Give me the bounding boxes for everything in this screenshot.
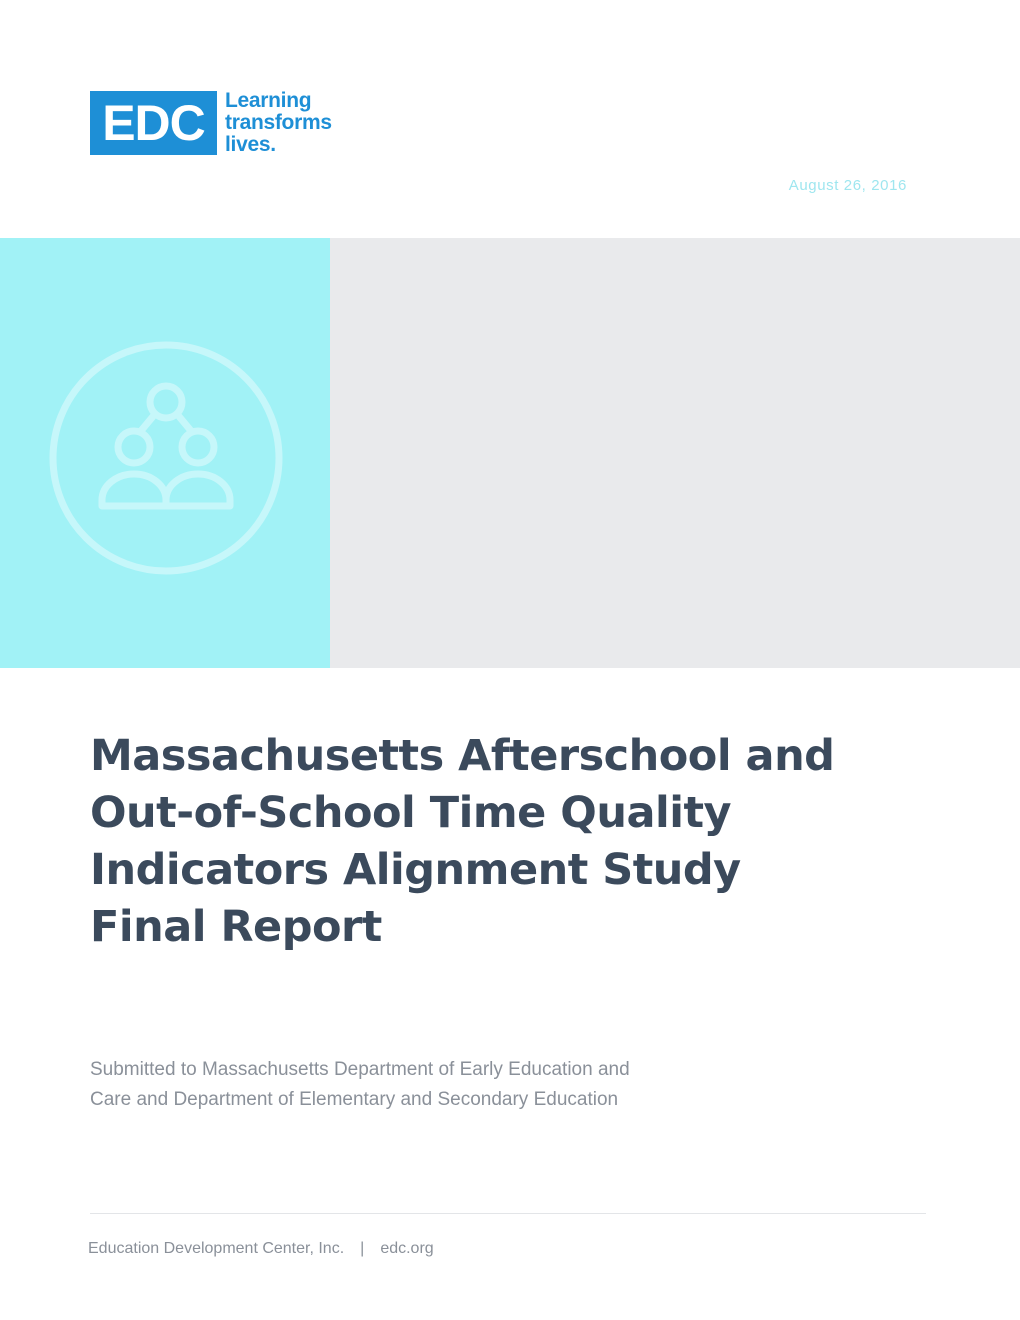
report-subtitle [90, 1055, 790, 1115]
report-title-line: Massachusetts Afterschool and [90, 731, 835, 781]
people-group-icon [48, 340, 284, 576]
tagline-line: transforms [225, 111, 332, 134]
report-title [90, 728, 850, 956]
footer-website: edc.org [380, 1240, 434, 1257]
footer-separator: | [360, 1240, 365, 1257]
report-subtitle-line: Submitted to Massachusetts Department of Early Education and [90, 1059, 630, 1080]
edc-logo-mark [90, 91, 217, 155]
edc-logo [90, 90, 332, 156]
report-title-line: Indicators Alignment Study [90, 845, 741, 895]
footer-organization: Education Development Center, Inc. [88, 1240, 345, 1257]
report-title-line: Final Report [90, 902, 382, 952]
edc-logo-tagline [225, 90, 332, 156]
report-subtitle-line: Care and Department of Elementary and Secondary Education [90, 1089, 619, 1110]
cover-banner [0, 238, 1020, 668]
footer [88, 1240, 434, 1258]
tagline-line: lives. [225, 133, 276, 156]
report-title-line: Out-of-School Time Quality [90, 788, 732, 838]
footer-divider [90, 1213, 926, 1214]
banner-image-panel [330, 238, 1020, 668]
tagline-line: Learning [225, 89, 312, 112]
banner-accent-panel [0, 238, 330, 668]
edc-logo-mark-text: EDC [102, 95, 205, 151]
report-date: August 26, 2016 [788, 177, 907, 194]
